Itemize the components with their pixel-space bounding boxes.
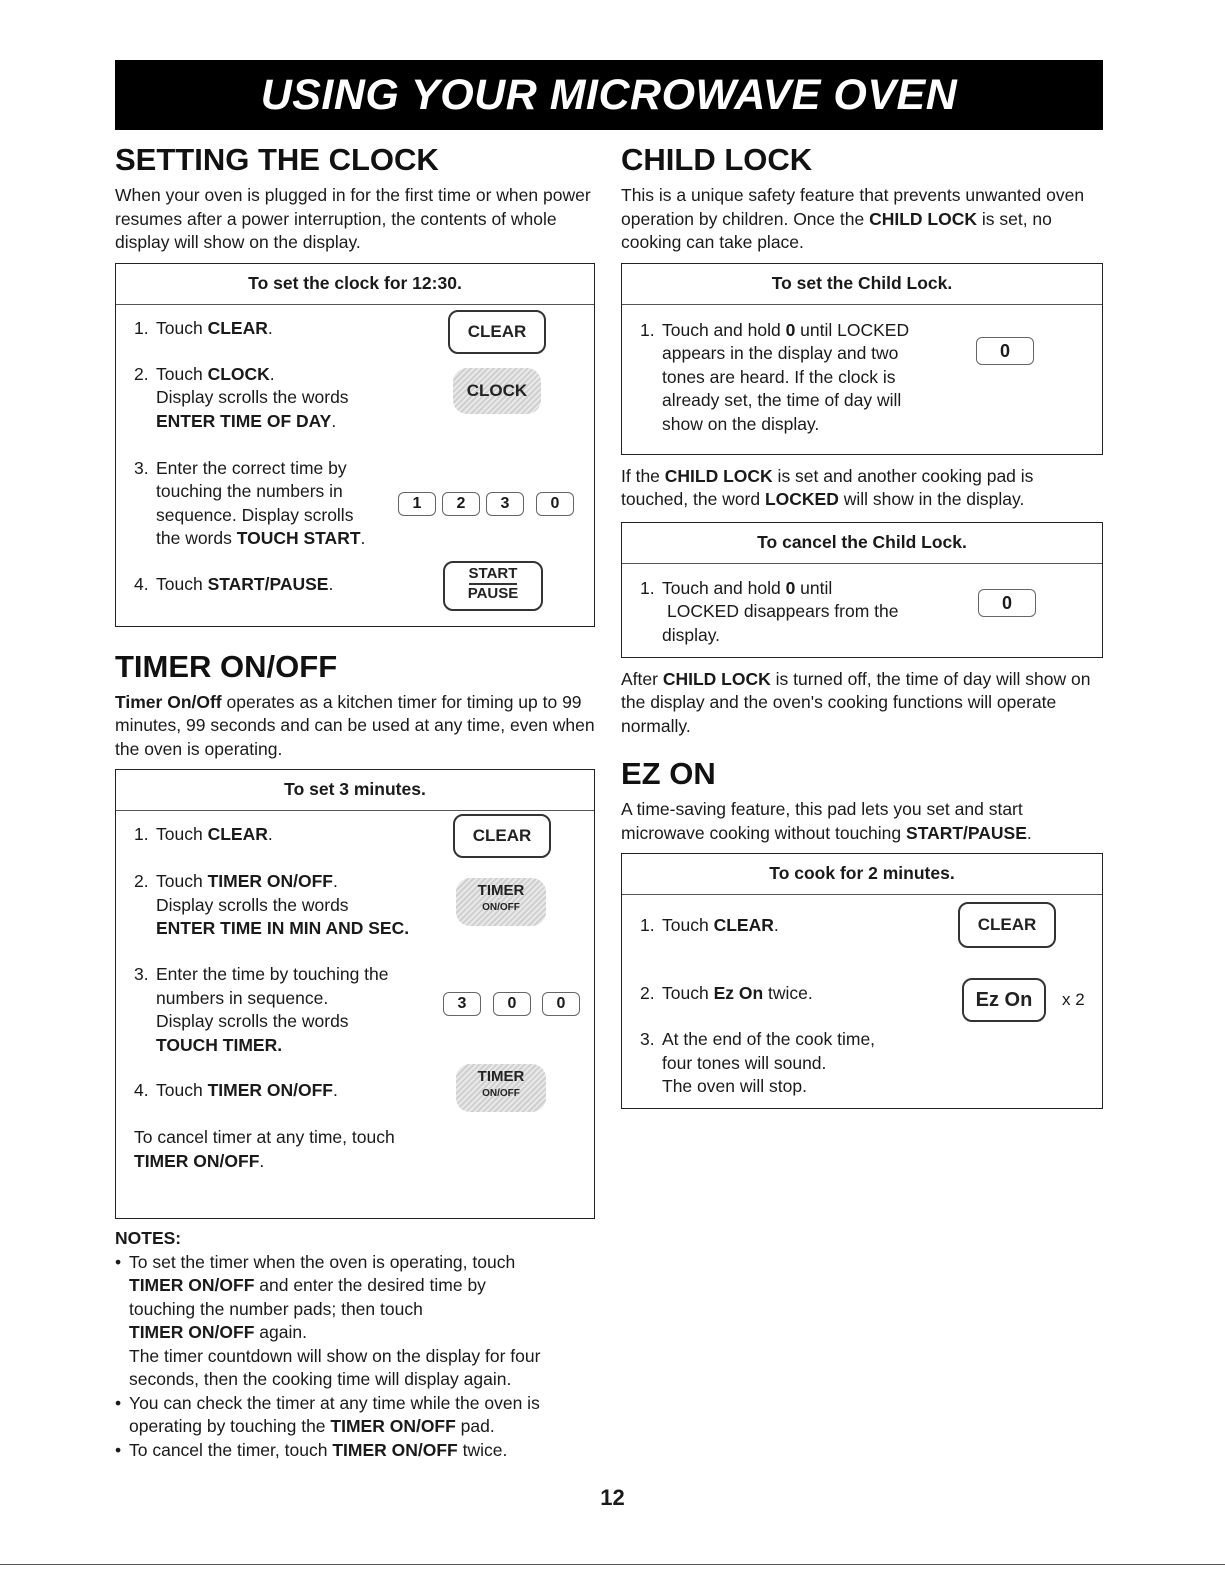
child-lock-active-note: If the CHILD LOCK is set and another cooking pad is touched, the word LOCKED will show in the display. (621, 465, 1034, 509)
notes-section (115, 1227, 595, 1462)
cancel-child-lock-step-1: 1. Touch and hold 0 until LOCKED disappears from the display. (640, 577, 899, 645)
timer-instruction-box (115, 769, 595, 1219)
banner-title: USING YOUR MICROWAVE OVEN (260, 71, 958, 119)
zero-key-icon: 0 (976, 337, 1034, 365)
clear-button-icon: CLEAR (448, 310, 546, 354)
set-child-lock-title: To set the Child Lock. (622, 264, 1102, 305)
timer-step-3: 3. Enter the time by touching the numbers in sequence. Display scrolls the words TOUCH TIMER. (134, 964, 389, 1055)
times-two-label: x 2 (1062, 990, 1085, 1009)
number-key-icon: 0 (493, 992, 531, 1016)
ez-on-button-icon: Ez On (962, 978, 1046, 1022)
timer-box-title: To set 3 minutes. (116, 770, 594, 811)
timer-on-off-button-icon: TIMER ON/OFF (456, 1064, 546, 1112)
timer-intro: Timer On/Off operates as a kitchen timer for timing up to 99 minutes, 99 seconds and can be used at any time, even when the oven is operating. (115, 691, 595, 759)
note-item: • You can check the timer at any time while the oven is operating by touching the TIMER ON/OFF pad. (115, 1392, 595, 1439)
clock-box-title: To set the clock for 12:30. (116, 264, 594, 305)
right-column (621, 140, 1103, 1109)
note-item: • To set the timer when the oven is operating, touch TIMER ON/OFF and enter the desired time by touching the number pads; then touch TIMER ON/OFF again. The timer countdown will show on the display for four seconds, then the cooking time will display again. (115, 1251, 595, 1392)
child-lock-intro: This is a unique safety feature that prevents unwanted oven operation by children. Once the CHILD LOCK is set, no cooking can take place. (621, 185, 1085, 252)
notes-title: NOTES: (115, 1228, 182, 1248)
ez-on-step-1: 1. Touch CLEAR. (640, 915, 779, 935)
clock-intro: When your oven is plugged in for the first time or when power resumes after a power interruption, the contents of whole display will show on the display. (115, 185, 591, 252)
timer-on-off-button-icon: TIMER ON/OFF (456, 878, 546, 926)
timer-step-2: 2. Touch TIMER ON/OFF. Display scrolls the words ENTER TIME IN MIN AND SEC. (134, 871, 410, 938)
timer-step-4: 4. Touch TIMER ON/OFF. (134, 1080, 338, 1100)
zero-key-icon: 0 (978, 589, 1036, 617)
clear-button-icon: CLEAR (958, 902, 1056, 948)
set-child-lock-box (621, 263, 1103, 455)
ez-on-step-2: 2. Touch Ez On twice. (640, 983, 813, 1003)
start-pause-button-icon: START PAUSE (443, 561, 543, 611)
number-key-icon: 2 (442, 492, 480, 516)
timer-cancel-note: To cancel timer at any time, touch TIMER ON/OFF. (134, 1127, 395, 1171)
cancel-child-lock-title: To cancel the Child Lock. (622, 523, 1102, 564)
clock-instruction-box (115, 263, 595, 627)
ez-on-box (621, 853, 1103, 1109)
timer-step-1: 1. Touch CLEAR. (134, 824, 273, 844)
ez-on-step-3: 3. At the end of the cook time, four tones will sound. The oven will stop. (640, 1029, 876, 1096)
clock-step-1: 1. Touch CLEAR. (134, 317, 273, 338)
ez-on-heading: EZ ON (621, 756, 716, 791)
clock-step-3: 3. Enter the correct time by touching the numbers in sequence. Display scrolls the words TOUCH START. (134, 457, 366, 548)
clock-heading: SETTING THE CLOCK (115, 142, 439, 177)
note-item: • To cancel the timer, touch TIMER ON/OFF twice. (115, 1439, 595, 1463)
ez-on-box-title: To cook for 2 minutes. (622, 854, 1102, 895)
timer-heading: TIMER ON/OFF (115, 648, 338, 684)
clock-step-4: 4. Touch START/PAUSE. (134, 573, 334, 594)
number-key-icon: 0 (542, 992, 580, 1016)
page-number: 12 (600, 1485, 625, 1510)
number-key-icon: 3 (443, 992, 481, 1016)
clear-button-icon: CLEAR (453, 814, 551, 858)
clock-button-icon: CLOCK (453, 368, 541, 414)
number-key-icon: 0 (536, 492, 574, 516)
page-banner (115, 60, 1103, 130)
number-key-icon: 3 (486, 492, 524, 516)
child-lock-heading: CHILD LOCK (621, 142, 813, 177)
number-key-icon: 1 (398, 492, 436, 516)
page-bottom-rule (0, 1564, 1225, 1565)
clock-step-2: 2. Touch CLOCK. Display scrolls the words ENTER TIME OF DAY. (134, 363, 349, 431)
cancel-child-lock-box (621, 522, 1103, 658)
left-column (115, 140, 595, 1462)
set-child-lock-step-1: 1. Touch and hold 0 until LOCKED appears in the display and two tones are heard. If the clock is already set, the time of day will show on the display. (640, 319, 910, 434)
child-lock-off-note: After CHILD LOCK is turned off, the time of day will show on the display and the oven's cooking functions will operate normally. (621, 668, 1091, 736)
ez-on-intro: A time-saving feature, this pad lets you set and start microwave cooking without touching START/PAUSE. (621, 799, 1032, 843)
